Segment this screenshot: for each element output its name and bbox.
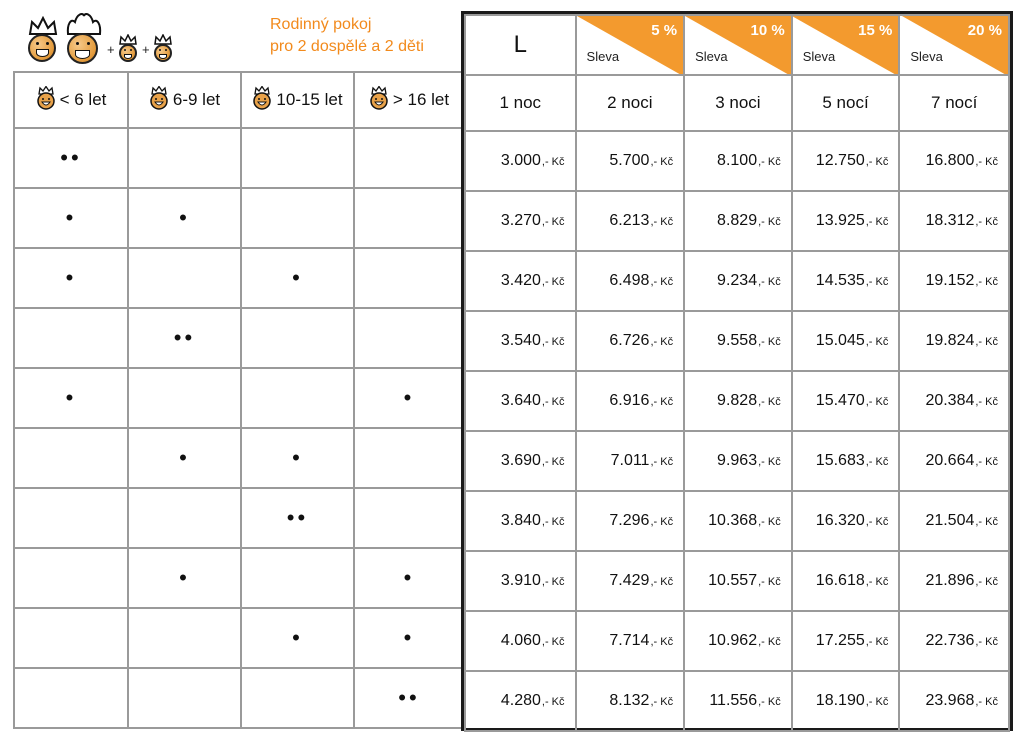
- occupancy-cell: [241, 488, 354, 548]
- nights-header-row: [465, 75, 1009, 131]
- table-row: [14, 548, 464, 608]
- currency-suffix: ,- Kč: [541, 636, 565, 648]
- occupancy-cell: [354, 128, 464, 188]
- table-row: [14, 488, 464, 548]
- table-row: [465, 551, 1009, 611]
- currency-suffix: ,- Kč: [541, 696, 565, 708]
- currency-suffix: ,- Kč: [975, 516, 998, 528]
- currency-suffix: ,- Kč: [650, 636, 674, 648]
- price-value: 10.368: [708, 512, 758, 529]
- currency-suffix: ,- Kč: [975, 636, 998, 648]
- occupancy-cell: [14, 308, 128, 368]
- currency-suffix: ,- Kč: [865, 396, 889, 408]
- currency-suffix: ,- Kč: [975, 336, 998, 348]
- price-table: [464, 14, 1010, 732]
- currency-suffix: ,- Kč: [541, 276, 565, 288]
- price-value: 21.504: [925, 512, 975, 529]
- price-cell: [792, 371, 900, 431]
- room-title: [270, 14, 424, 58]
- table-row: [465, 611, 1009, 671]
- price-cell: [576, 131, 685, 191]
- age-header: 6-9 let: [128, 72, 241, 128]
- plus-icon: +: [142, 42, 150, 57]
- nights-header: 2 noci: [576, 75, 685, 131]
- price-cell: [899, 311, 1009, 371]
- currency-suffix: ,- Kč: [541, 396, 565, 408]
- price-cell: [684, 491, 792, 551]
- currency-suffix: ,- Kč: [758, 636, 781, 648]
- occupancy-cell: [14, 368, 128, 428]
- occupancy-cell: [14, 668, 128, 728]
- currency-suffix: ,- Kč: [975, 696, 998, 708]
- occupancy-cell: [354, 488, 464, 548]
- price-value: 23.968: [925, 692, 975, 709]
- price-cell: [899, 131, 1009, 191]
- price-value: 3.640: [500, 392, 541, 409]
- price-value: 4.280: [500, 692, 541, 709]
- plus-icon: +: [107, 42, 115, 57]
- currency-suffix: ,- Kč: [975, 576, 998, 588]
- price-panel: [461, 11, 1013, 731]
- price-cell: [465, 491, 576, 551]
- price-value: 18.190: [815, 692, 865, 709]
- occupancy-cell: [354, 308, 464, 368]
- occupancy-cell: [128, 188, 241, 248]
- price-cell: [899, 491, 1009, 551]
- occupancy-cell: [128, 248, 241, 308]
- person-dot: •: [292, 444, 303, 470]
- price-value: 17.255: [815, 632, 865, 649]
- person-dot: •: [292, 624, 303, 650]
- queen-face-icon: [64, 12, 104, 64]
- occupancy-cell: [14, 248, 128, 308]
- price-value: 3.910: [500, 572, 541, 589]
- price-cell: [899, 431, 1009, 491]
- currency-suffix: ,- Kč: [758, 696, 781, 708]
- occupancy-cell: [354, 248, 464, 308]
- currency-suffix: ,- Kč: [975, 216, 998, 228]
- occupancy-cell: [241, 428, 354, 488]
- table-row: [465, 131, 1009, 191]
- price-cell: [576, 191, 685, 251]
- discount-badge: 15 % Sleva: [792, 15, 900, 75]
- currency-suffix: ,- Kč: [758, 216, 781, 228]
- price-cell: [792, 251, 900, 311]
- currency-suffix: ,- Kč: [541, 216, 565, 228]
- currency-suffix: ,- Kč: [758, 396, 781, 408]
- price-cell: [792, 131, 900, 191]
- price-cell: [899, 671, 1009, 731]
- currency-suffix: ,- Kč: [650, 336, 674, 348]
- person-dot: •: [179, 564, 190, 590]
- occupancy-cell: [14, 488, 128, 548]
- table-row: [14, 368, 464, 428]
- occupancy-cell: [14, 608, 128, 668]
- table-row: [14, 128, 464, 188]
- price-value: 21.896: [925, 572, 975, 589]
- occupancy-cell: [241, 248, 354, 308]
- price-cell: [792, 311, 900, 371]
- table-row: [14, 608, 464, 668]
- currency-suffix: ,- Kč: [758, 456, 781, 468]
- price-cell: [899, 191, 1009, 251]
- price-cell: [899, 251, 1009, 311]
- price-cell: [576, 611, 685, 671]
- price-cell: [465, 251, 576, 311]
- price-value: 16.800: [925, 152, 975, 169]
- price-value: 7.429: [609, 572, 650, 589]
- table-row: [14, 188, 464, 248]
- price-value: 9.963: [717, 452, 758, 469]
- currency-suffix: ,- Kč: [975, 456, 998, 468]
- occupancy-cell: [14, 428, 128, 488]
- price-cell: [792, 491, 900, 551]
- occupancy-cell: [128, 608, 241, 668]
- child-face-icon: [252, 86, 272, 115]
- currency-suffix: ,- Kč: [541, 456, 565, 468]
- price-cell: [465, 671, 576, 731]
- price-cell: [684, 431, 792, 491]
- price-cell: [792, 671, 900, 731]
- occupancy-cell: [241, 548, 354, 608]
- currency-suffix: ,- Kč: [541, 336, 565, 348]
- price-value: 6.498: [609, 272, 650, 289]
- person-dot: •: [65, 384, 77, 410]
- price-value: 14.535: [815, 272, 865, 289]
- currency-suffix: ,- Kč: [758, 156, 781, 168]
- price-cell: [792, 611, 900, 671]
- age-header: < 6 let: [14, 72, 128, 128]
- currency-suffix: ,- Kč: [865, 516, 889, 528]
- price-value: 7.714: [609, 632, 650, 649]
- age-header: > 16 let: [354, 72, 464, 128]
- currency-suffix: ,- Kč: [865, 456, 889, 468]
- price-value: 9.558: [717, 332, 758, 349]
- currency-suffix: ,- Kč: [865, 156, 889, 168]
- occupancy-cell: [128, 488, 241, 548]
- price-cell: [465, 131, 576, 191]
- price-value: 11.556: [709, 692, 758, 709]
- price-cell: [899, 371, 1009, 431]
- price-body: [465, 131, 1009, 731]
- price-cell: [899, 551, 1009, 611]
- discount-badge: 20 % Sleva: [899, 15, 1009, 75]
- currency-suffix: ,- Kč: [975, 276, 998, 288]
- occupancy-cell: [354, 668, 464, 728]
- price-cell: [792, 191, 900, 251]
- currency-suffix: ,- Kč: [865, 336, 889, 348]
- occupancy-cell: [128, 308, 241, 368]
- table-row: [465, 671, 1009, 731]
- child-face-icon: [369, 86, 389, 115]
- currency-suffix: ,- Kč: [650, 576, 674, 588]
- occupancy-cell: [241, 308, 354, 368]
- room-category: L: [465, 15, 576, 75]
- price-value: 5.700: [609, 152, 650, 169]
- price-cell: [465, 311, 576, 371]
- price-cell: [465, 371, 576, 431]
- price-value: 16.618: [815, 572, 865, 589]
- price-cell: [684, 611, 792, 671]
- price-value: 10.962: [708, 632, 758, 649]
- age-header-row: [14, 72, 464, 128]
- price-value: 15.470: [815, 392, 865, 409]
- price-value: 3.690: [500, 452, 541, 469]
- price-value: 6.916: [609, 392, 650, 409]
- price-value: 8.829: [717, 212, 758, 229]
- currency-suffix: ,- Kč: [758, 516, 781, 528]
- child-face-icon: [149, 86, 169, 115]
- person-dot: •: [65, 204, 77, 230]
- table-row: [465, 491, 1009, 551]
- discount-badge: 10 % Sleva: [684, 15, 792, 75]
- price-value: 9.828: [717, 392, 758, 409]
- occupancy-cell: [354, 428, 464, 488]
- child-face-icon: [152, 34, 174, 64]
- price-value: 7.296: [609, 512, 650, 529]
- price-cell: [576, 251, 685, 311]
- currency-suffix: ,- Kč: [650, 276, 674, 288]
- price-cell: [576, 551, 685, 611]
- currency-suffix: ,- Kč: [758, 576, 781, 588]
- price-cell: [684, 671, 792, 731]
- person-dot: •: [179, 444, 190, 470]
- occupancy-cell: [241, 608, 354, 668]
- table-row: [465, 311, 1009, 371]
- price-cell: [465, 611, 576, 671]
- table-row: [465, 371, 1009, 431]
- occupancy-table: [13, 71, 465, 729]
- price-value: 6.213: [609, 212, 650, 229]
- price-cell: [465, 551, 576, 611]
- table-row: [465, 251, 1009, 311]
- table-row: [14, 308, 464, 368]
- family-icons: [26, 12, 186, 64]
- nights-header: 3 noci: [684, 75, 792, 131]
- table-row: [465, 431, 1009, 491]
- price-value: 15.045: [815, 332, 865, 349]
- price-cell: [792, 431, 900, 491]
- currency-suffix: ,- Kč: [541, 156, 565, 168]
- table-row: [14, 668, 464, 728]
- price-cell: [465, 431, 576, 491]
- occupancy-cell: [128, 128, 241, 188]
- currency-suffix: ,- Kč: [650, 216, 674, 228]
- occupancy-cell: [128, 548, 241, 608]
- currency-suffix: ,- Kč: [758, 276, 781, 288]
- price-value: 8.100: [717, 152, 758, 169]
- price-value: 15.683: [815, 452, 865, 469]
- person-dot: •: [403, 564, 415, 590]
- room-title-line2: pro 2 dospělé a 2 děti: [270, 38, 424, 55]
- person-dot: •: [403, 384, 415, 410]
- price-value: 6.726: [609, 332, 650, 349]
- occupancy-cell: [128, 368, 241, 428]
- price-value: 10.557: [708, 572, 758, 589]
- person-dot: ••: [173, 324, 196, 350]
- price-cell: [576, 491, 685, 551]
- currency-suffix: ,- Kč: [541, 516, 565, 528]
- occupancy-cell: [241, 368, 354, 428]
- price-cell: [684, 371, 792, 431]
- person-dot: •: [403, 624, 415, 650]
- occupancy-cell: [128, 668, 241, 728]
- price-value: 20.384: [925, 392, 975, 409]
- price-value: 19.152: [925, 272, 975, 289]
- person-dot: ••: [398, 684, 420, 710]
- price-cell: [465, 191, 576, 251]
- price-value: 13.925: [815, 212, 865, 229]
- price-value: 20.664: [925, 452, 975, 469]
- room-title-line1: Rodinný pokoj: [270, 16, 372, 33]
- occupancy-cell: [241, 668, 354, 728]
- currency-suffix: ,- Kč: [650, 516, 674, 528]
- currency-suffix: ,- Kč: [650, 156, 674, 168]
- currency-suffix: ,- Kč: [650, 396, 674, 408]
- price-value: 19.824: [925, 332, 975, 349]
- currency-suffix: ,- Kč: [650, 696, 674, 708]
- occupancy-cell: [354, 608, 464, 668]
- nights-header: 1 noc: [465, 75, 576, 131]
- occupancy-cell: [241, 188, 354, 248]
- price-cell: [684, 311, 792, 371]
- table-row: [14, 428, 464, 488]
- price-value: 8.132: [609, 692, 650, 709]
- price-value: 16.320: [815, 512, 865, 529]
- currency-suffix: ,- Kč: [865, 636, 889, 648]
- price-value: 9.234: [717, 272, 758, 289]
- price-cell: [684, 131, 792, 191]
- occupancy-cell: [14, 188, 128, 248]
- person-dot: •: [65, 264, 77, 290]
- occupancy-cell: [14, 128, 128, 188]
- price-value: 3.270: [500, 212, 541, 229]
- occupancy-cell: [354, 548, 464, 608]
- person-dot: ••: [286, 504, 309, 530]
- price-cell: [899, 611, 1009, 671]
- king-face-icon: [26, 16, 60, 62]
- currency-suffix: ,- Kč: [975, 156, 998, 168]
- child-face-icon: [36, 86, 56, 115]
- price-cell: [576, 671, 685, 731]
- nights-header: 5 nocí: [792, 75, 900, 131]
- currency-suffix: ,- Kč: [865, 696, 889, 708]
- occupancy-body: [14, 128, 464, 728]
- currency-suffix: ,- Kč: [865, 276, 889, 288]
- price-cell: [576, 431, 685, 491]
- discount-badge: 5 % Sleva: [576, 15, 685, 75]
- age-header: 10-15 let: [241, 72, 354, 128]
- price-cell: [684, 551, 792, 611]
- occupancy-cell: [241, 128, 354, 188]
- price-cell: [684, 251, 792, 311]
- price-cell: [792, 551, 900, 611]
- price-cell: [684, 191, 792, 251]
- table-row: [14, 248, 464, 308]
- price-value: 3.420: [500, 272, 541, 289]
- price-value: 22.736: [925, 632, 975, 649]
- currency-suffix: ,- Kč: [865, 216, 889, 228]
- occupancy-cell: [128, 428, 241, 488]
- occupancy-cell: [354, 368, 464, 428]
- occupancy-cell: [14, 548, 128, 608]
- price-cell: [576, 311, 685, 371]
- price-value: 3.000: [500, 152, 541, 169]
- currency-suffix: ,- Kč: [758, 336, 781, 348]
- person-dot: ••: [60, 144, 82, 170]
- person-dot: •: [179, 204, 190, 230]
- discount-header-row: [465, 15, 1009, 75]
- table-row: [465, 191, 1009, 251]
- price-value: 18.312: [925, 212, 975, 229]
- currency-suffix: ,- Kč: [650, 456, 674, 468]
- currency-suffix: ,- Kč: [541, 576, 565, 588]
- currency-suffix: ,- Kč: [975, 396, 998, 408]
- person-dot: •: [292, 264, 303, 290]
- price-value: 3.840: [500, 512, 541, 529]
- price-value: 3.540: [500, 332, 541, 349]
- price-value: 4.060: [500, 632, 541, 649]
- price-cell: [576, 371, 685, 431]
- currency-suffix: ,- Kč: [865, 576, 889, 588]
- nights-header: 7 nocí: [899, 75, 1009, 131]
- price-value: 7.011: [610, 452, 650, 469]
- occupancy-cell: [354, 188, 464, 248]
- price-value: 12.750: [815, 152, 865, 169]
- child-face-icon: [117, 34, 139, 64]
